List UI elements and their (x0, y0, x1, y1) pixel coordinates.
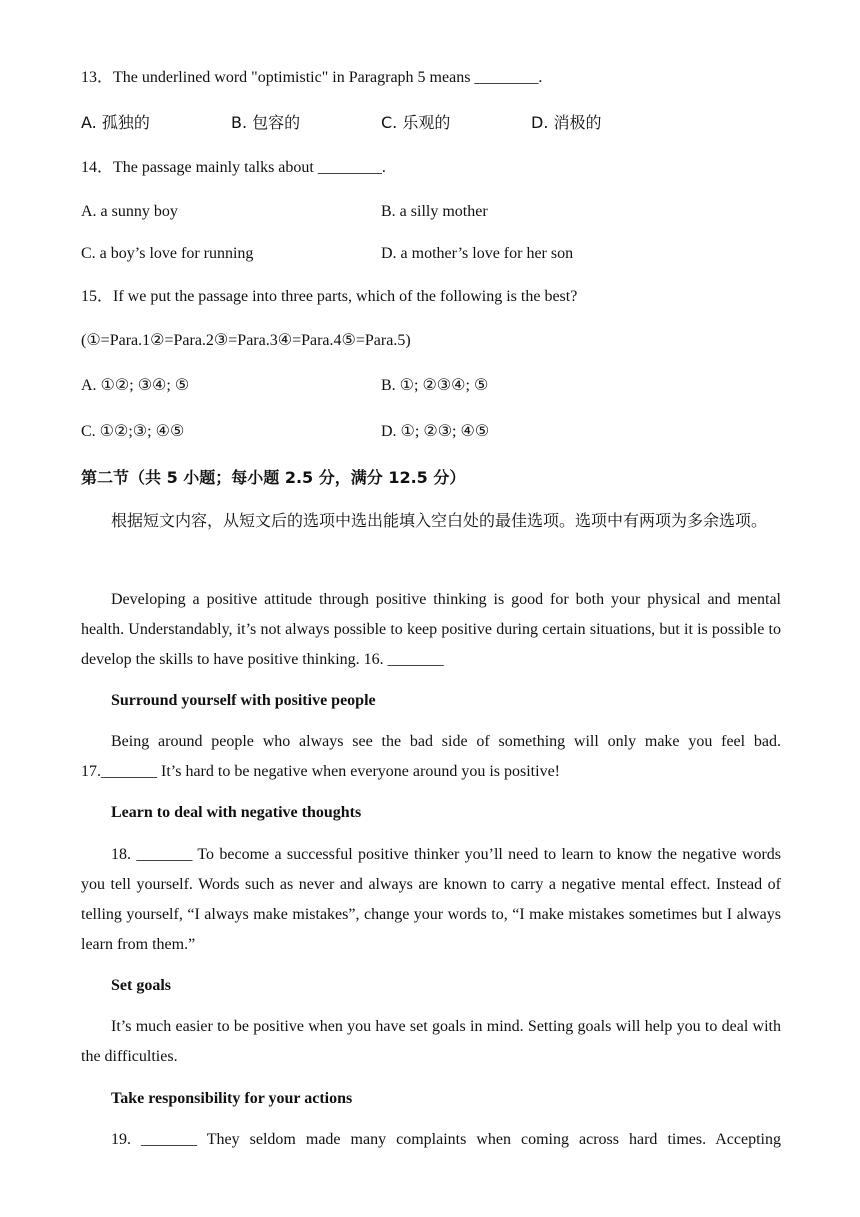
passage-heading-1: Surround yourself with positive people (111, 692, 376, 709)
question-14-stem: 14．The passage mainly talks about ________. (81, 159, 386, 176)
passage-paragraph-2: 18. _______ To become a successful positive thinker you’ll need to learn to know the negative words you tell yourself. Words such as never and always are known to carry a negative mental effect. Instead of telling yourself, “I always make mistakes”, change your words to, “I make mistakes sometimes but I always learn from them.” (81, 846, 781, 953)
section-instruction: 根据短文内容，从短文后的选项中选出能填入空白处的最佳选项。选项中有两项为多余选项。 (111, 511, 768, 530)
q15-option-a: A. ①②; ③④; ⑤ (81, 377, 190, 394)
q13-option-b: B. 包容的 (231, 113, 301, 132)
q13-option-d: D. 消极的 (531, 113, 602, 132)
passage-heading-3: Set goals (111, 977, 171, 994)
passage-intro: Developing a positive attitude through positive thinking is good for both your physical and mental health. Understandably, it’s not always possible to keep positive during certain situations, but it is possible to develop the skills to have positive thinking. 16. _______ (81, 591, 781, 668)
question-15-stem: 15．If we put the passage into three parts, which of the following is the best? (81, 288, 578, 305)
q14-option-b: B. a silly mother (381, 203, 488, 220)
q13-option-a: A. 孤独的 (81, 113, 150, 132)
passage-paragraph-1: Being around people who always see the bad side of something will only make you feel bad. 17._______ It’s hard to be negative when everyone around you is positive! (81, 733, 781, 780)
q15-option-d: D. ①; ②③; ④⑤ (381, 423, 490, 440)
question-15-note: (①=Para.1②=Para.2③=Para.3④=Para.4⑤=Para.5) (81, 332, 411, 349)
passage-heading-2: Learn to deal with negative thoughts (111, 804, 362, 821)
question-13-stem: 13．The underlined word "optimistic" in Paragraph 5 means ________. (81, 69, 543, 86)
passage-heading-4: Take responsibility for your actions (111, 1090, 353, 1107)
passage-paragraph-4: 19. _______ They seldom made many complaints when coming across hard times. Accepting (111, 1131, 781, 1148)
section-title: 第二节（共 5 小题；每小题 2.5 分，满分 12.5 分） (81, 468, 466, 487)
q15-option-b: B. ①; ②③④; ⑤ (381, 377, 489, 394)
q14-option-d: D. a mother’s love for her son (381, 245, 574, 262)
q14-option-a: A. a sunny boy (81, 203, 178, 220)
q15-option-c: C. ①②;③; ④⑤ (81, 423, 185, 440)
q14-option-c: C. a boy’s love for running (81, 245, 254, 262)
q13-option-c: C. 乐观的 (381, 113, 451, 132)
passage-paragraph-3: It’s much easier to be positive when you have set goals in mind. Setting goals will help you to deal with the difficulties. (81, 1018, 781, 1065)
